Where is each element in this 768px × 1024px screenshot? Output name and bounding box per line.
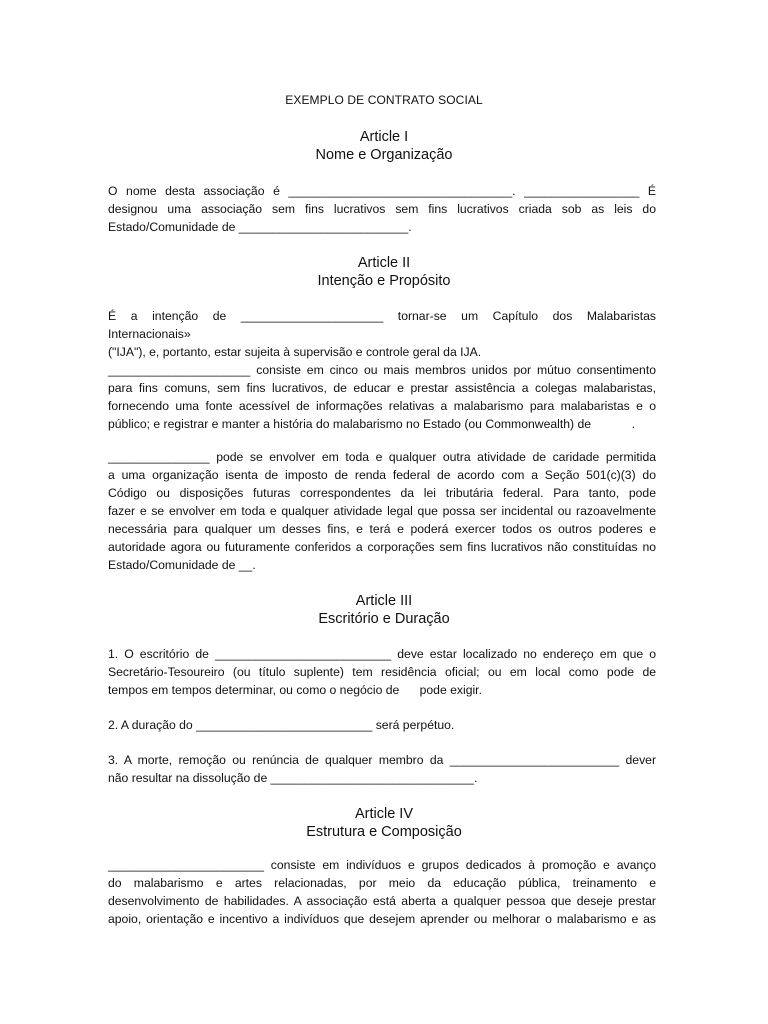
article-3-number: Article III <box>355 593 413 609</box>
text-line: Secretário-Tesoureiro (ou título suplente) tem residência oficial; ou em local como pode de <box>108 665 656 679</box>
text-line: autoridade agora ou futuramente conferidos a corporações sem fins lucrativos não constituídas no <box>108 540 656 554</box>
text-line: _______________ pode se envolver em toda e qualquer outra atividade de caridade permitida <box>108 450 656 464</box>
article-1-heading <box>0 128 768 164</box>
text-line: Estado/Comunidade de __. <box>108 558 256 572</box>
text-line: desenvolvimento de habilidades. A associação está aberta a qualquer pessoa que deseje prestar <box>108 894 656 908</box>
text-line: _____________________ consiste em cinco ou mais membros unidos por mútuo consentimento <box>108 363 656 377</box>
text-line: ("IJA"), e, portanto, estar sujeita à supervisão e controle geral da IJA. <box>108 345 482 359</box>
text-line: para fins comuns, sem fins lucrativos, de educar e prestar assistência a colegas malabaristas, <box>108 381 656 395</box>
article-3-heading <box>0 592 768 628</box>
article-3-title: Escritório e Duração <box>318 611 450 627</box>
article-1-paragraph <box>108 182 656 236</box>
article-2-number: Article II <box>357 255 411 271</box>
text-line: tempos em tempos determinar, ou como o negócio de pode exigir. <box>108 683 482 697</box>
article-3-item-3 <box>108 751 656 787</box>
article-4-paragraph-1 <box>108 856 656 928</box>
article-4-heading <box>0 805 768 841</box>
article-1-number: Article I <box>359 129 409 145</box>
text-line: Estado/Comunidade de _________________________. <box>108 220 412 234</box>
text-line: 3. A morte, remoção ou renúncia de qualquer membro da _________________________ dever <box>108 753 656 767</box>
text-line: designou uma associação sem fins lucrativos sem fins lucrativos criada sob as leis do <box>108 202 656 216</box>
article-2-heading <box>0 254 768 290</box>
article-2-title: Intenção e Propósito <box>317 273 451 289</box>
article-2-paragraph-2 <box>108 448 656 574</box>
article-3-item-2 <box>108 716 656 734</box>
text-line: a uma organização isenta de imposto de renda federal de acordo com a Seção 501(c)(3) do <box>108 468 656 482</box>
article-4-title: Estrutura e Composição <box>306 824 462 840</box>
text-line: _______________________ consiste em indivíduos e grupos dedicados à promoção e avanço <box>108 858 656 872</box>
text-line: não resultar na dissolução de ______________________________. <box>108 771 478 785</box>
text-line: apoio, orientação e incentivo a indivíduos que desejem aprender ou melhorar o malabarismo e as <box>108 912 656 926</box>
text-line: fazer e se envolver em toda e qualquer atividade legal que possa ser incidental ou razoavelmente <box>108 504 656 518</box>
text-line: necessária para qualquer um desses fins, e terá e poderá exercer todos os outros poderes e <box>108 522 656 536</box>
article-1-title: Nome e Organização <box>315 147 453 163</box>
article-3-item-1 <box>108 645 656 699</box>
text-line: Código ou disposições futuras correspondentes da lei tributária federal. Para tanto, pode <box>108 486 656 500</box>
text-line: Internacionais» <box>108 327 191 341</box>
text-line: do malabarismo e artes relacionadas, por meio da educação pública, treinamento e <box>108 876 656 890</box>
article-4-number: Article IV <box>354 806 413 822</box>
text-line: 1. O escritório de __________________________ deve estar localizado no endereço em que o <box>108 647 656 661</box>
text-line: 2. A duração do __________________________ será perpétuo. <box>108 718 455 732</box>
text-line: O nome desta associação é _________________________________. _________________ É <box>108 184 656 198</box>
text-line: É a intenção de _____________________ tornar-se um Capítulo dos Malabaristas <box>108 309 656 323</box>
document-title: EXEMPLO DE CONTRATO SOCIAL <box>285 93 483 107</box>
text-line: fornecendo uma fonte acessível de informações relativas a malabarismo para malabaristas e o <box>108 399 656 413</box>
article-2-paragraph-1 <box>108 307 656 433</box>
text-line: público; e registrar e manter a história do malabarismo no Estado (ou Commonwealth) de . <box>108 417 636 431</box>
